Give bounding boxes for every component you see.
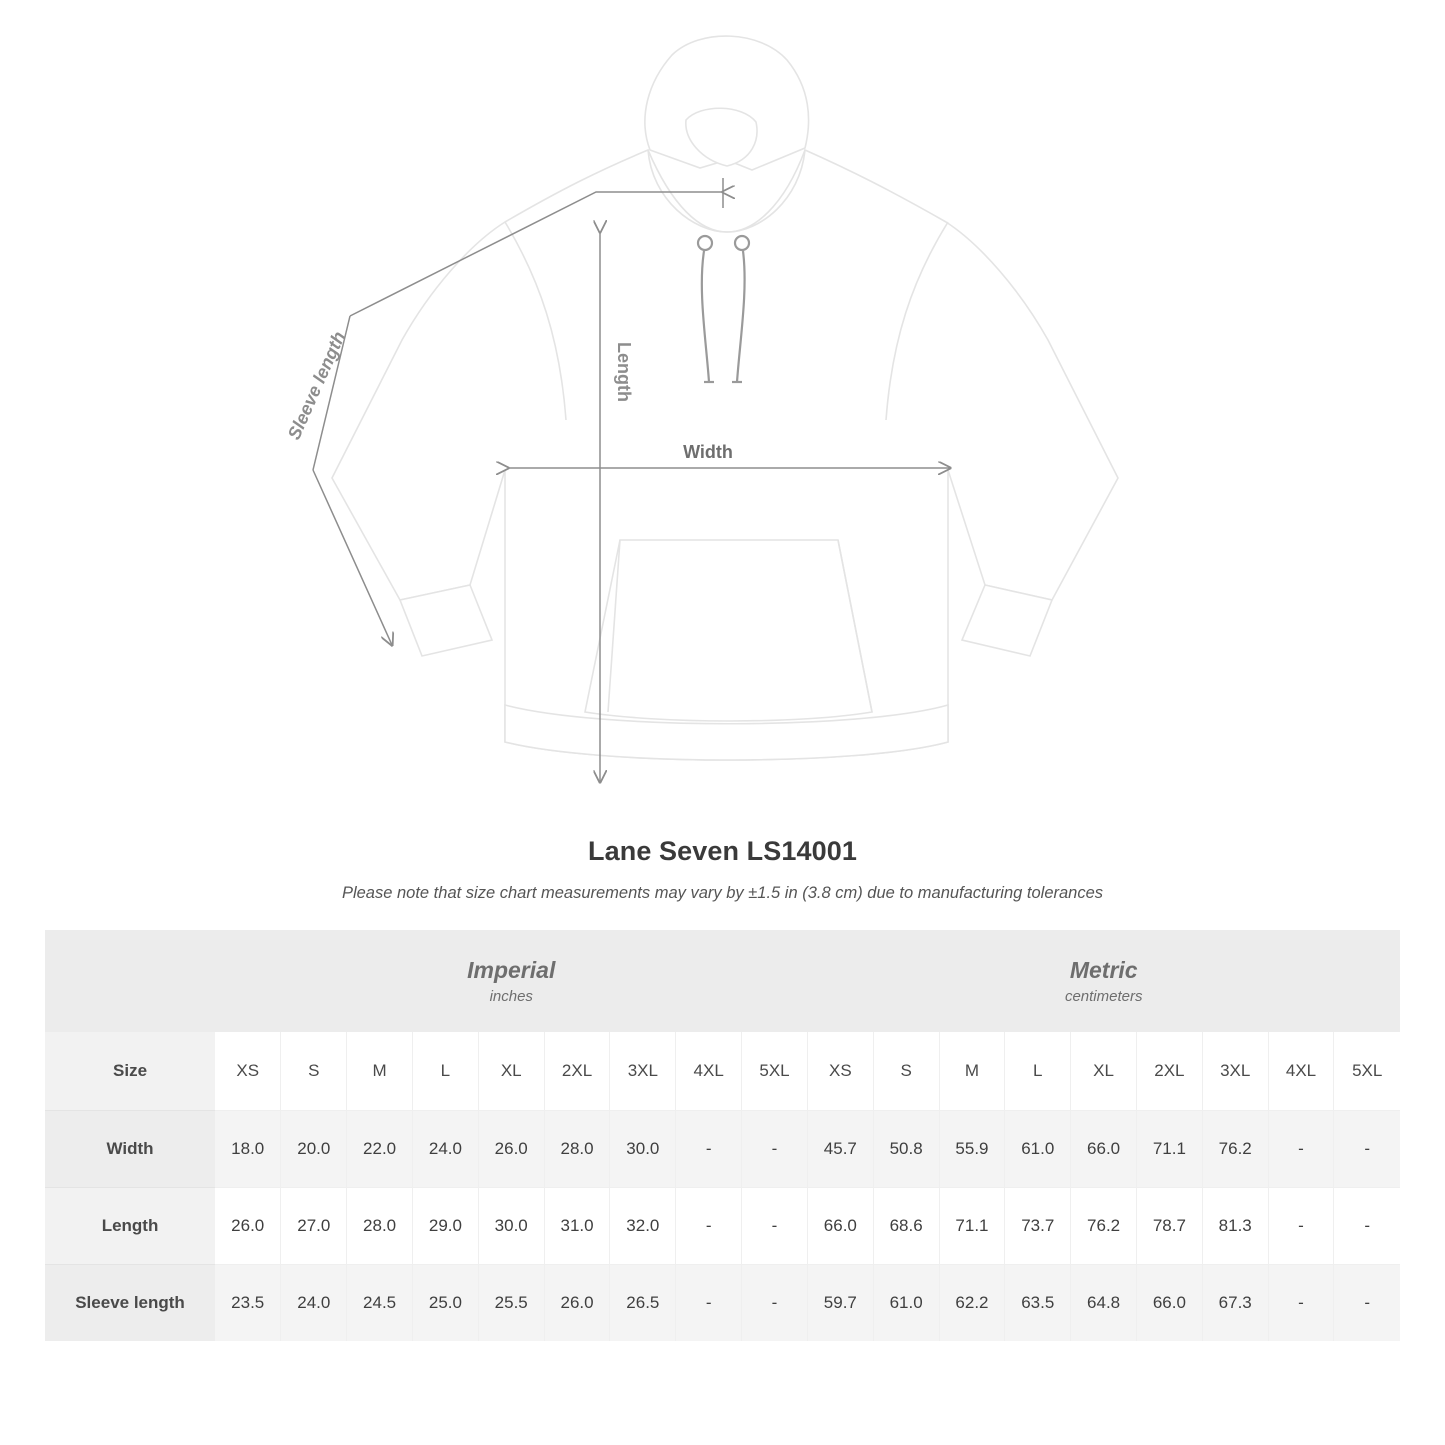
size-col-imperial-3xl: 3XL bbox=[610, 1032, 676, 1111]
cell-sleeve-imperial-s: 24.0 bbox=[281, 1265, 347, 1342]
cell-width-imperial-xl: 26.0 bbox=[478, 1111, 544, 1188]
size-col-metric-4xl: 4XL bbox=[1268, 1032, 1334, 1111]
cell-width-metric-3xl: 76.2 bbox=[1202, 1111, 1268, 1188]
size-col-metric-xs: XS bbox=[807, 1032, 873, 1111]
cell-length-imperial-2xl: 31.0 bbox=[544, 1188, 610, 1265]
cell-length-imperial-xs: 26.0 bbox=[215, 1188, 281, 1265]
cell-length-metric-l: 73.7 bbox=[1005, 1188, 1071, 1265]
cell-length-metric-4xl: - bbox=[1268, 1188, 1334, 1265]
unit-name-imperial: Imperial bbox=[467, 957, 556, 984]
cell-width-imperial-4xl: - bbox=[676, 1111, 742, 1188]
cell-sleeve-metric-5xl: - bbox=[1334, 1265, 1400, 1342]
size-table-wrapper bbox=[45, 930, 1400, 1341]
length-label: Length bbox=[614, 342, 634, 402]
cell-width-imperial-xs: 18.0 bbox=[215, 1111, 281, 1188]
cell-sleeve-imperial-m: 24.5 bbox=[347, 1265, 413, 1342]
cell-length-imperial-s: 27.0 bbox=[281, 1188, 347, 1265]
size-chart-table bbox=[45, 930, 1400, 1341]
size-col-imperial-2xl: 2XL bbox=[544, 1032, 610, 1111]
cell-sleeve-imperial-2xl: 26.0 bbox=[544, 1265, 610, 1342]
cell-length-metric-xl: 76.2 bbox=[1071, 1188, 1137, 1265]
size-col-metric-3xl: 3XL bbox=[1202, 1032, 1268, 1111]
size-col-metric-s: S bbox=[873, 1032, 939, 1111]
cell-sleeve-metric-xl: 64.8 bbox=[1071, 1265, 1137, 1342]
unit-name-metric: Metric bbox=[1069, 957, 1138, 984]
size-col-imperial-xl: XL bbox=[478, 1032, 544, 1111]
cell-length-imperial-m: 28.0 bbox=[347, 1188, 413, 1265]
cell-length-metric-s: 68.6 bbox=[873, 1188, 939, 1265]
row-label-sleeve-length: Sleeve length bbox=[45, 1265, 215, 1342]
size-col-metric-5xl: 5XL bbox=[1334, 1032, 1400, 1111]
hoodie-shape bbox=[332, 36, 1118, 760]
chart-header bbox=[0, 836, 1445, 903]
cell-width-metric-xs: 45.7 bbox=[807, 1111, 873, 1188]
cell-length-imperial-xl: 30.0 bbox=[478, 1188, 544, 1265]
cell-length-metric-3xl: 81.3 bbox=[1202, 1188, 1268, 1265]
cell-sleeve-metric-m: 62.2 bbox=[939, 1265, 1005, 1342]
cell-width-imperial-2xl: 28.0 bbox=[544, 1111, 610, 1188]
cell-width-metric-s: 50.8 bbox=[873, 1111, 939, 1188]
cell-sleeve-imperial-l: 25.0 bbox=[413, 1265, 479, 1342]
cell-sleeve-imperial-xl: 25.5 bbox=[478, 1265, 544, 1342]
cell-length-imperial-l: 29.0 bbox=[413, 1188, 479, 1265]
cell-sleeve-imperial-xs: 23.5 bbox=[215, 1265, 281, 1342]
cell-sleeve-metric-xs: 59.7 bbox=[807, 1265, 873, 1342]
size-col-metric-l: L bbox=[1005, 1032, 1071, 1111]
unit-sub-imperial: inches bbox=[489, 987, 533, 1005]
cell-length-imperial-5xl: - bbox=[742, 1188, 808, 1265]
cell-width-metric-2xl: 71.1 bbox=[1136, 1111, 1202, 1188]
unit-header-metric bbox=[807, 930, 1400, 1032]
width-label: Width bbox=[683, 442, 733, 462]
unit-header-imperial bbox=[215, 930, 807, 1032]
table-row bbox=[45, 1188, 1400, 1265]
cell-width-metric-5xl: - bbox=[1334, 1111, 1400, 1188]
size-col-imperial-5xl: 5XL bbox=[742, 1032, 808, 1111]
tolerance-note: Please note that size chart measurements may vary by ±1.5 in (3.8 cm) due to manufacturing tolerances bbox=[341, 884, 1104, 902]
cell-length-imperial-3xl: 32.0 bbox=[610, 1188, 676, 1265]
size-col-metric-m: M bbox=[939, 1032, 1005, 1111]
row-label-width: Width bbox=[45, 1111, 215, 1188]
table-row bbox=[45, 1111, 1400, 1188]
size-col-imperial-4xl: 4XL bbox=[676, 1032, 742, 1111]
cell-width-metric-xl: 66.0 bbox=[1071, 1111, 1137, 1188]
cell-width-imperial-s: 20.0 bbox=[281, 1111, 347, 1188]
size-col-metric-2xl: 2XL bbox=[1136, 1032, 1202, 1111]
size-col-imperial-m: M bbox=[347, 1032, 413, 1111]
row-label-length: Length bbox=[45, 1188, 215, 1265]
size-col-imperial-s: S bbox=[281, 1032, 347, 1111]
cell-width-metric-m: 55.9 bbox=[939, 1111, 1005, 1188]
cell-sleeve-metric-s: 61.0 bbox=[873, 1265, 939, 1342]
cell-length-imperial-4xl: - bbox=[676, 1188, 742, 1265]
page-title: Lane Seven LS14001 bbox=[588, 836, 857, 866]
cell-width-metric-4xl: - bbox=[1268, 1111, 1334, 1188]
cell-sleeve-imperial-4xl: - bbox=[676, 1265, 742, 1342]
size-col-imperial-l: L bbox=[413, 1032, 479, 1111]
sleeve-length-label: Sleeve length bbox=[283, 328, 350, 443]
cell-width-metric-l: 61.0 bbox=[1005, 1111, 1071, 1188]
cell-length-metric-m: 71.1 bbox=[939, 1188, 1005, 1265]
cell-width-imperial-3xl: 30.0 bbox=[610, 1111, 676, 1188]
cell-length-metric-xs: 66.0 bbox=[807, 1188, 873, 1265]
size-label-cell: Size bbox=[45, 1032, 215, 1111]
cell-width-imperial-l: 24.0 bbox=[413, 1111, 479, 1188]
cell-sleeve-metric-3xl: 67.3 bbox=[1202, 1265, 1268, 1342]
cell-length-metric-5xl: - bbox=[1334, 1188, 1400, 1265]
unit-header-row bbox=[45, 930, 1400, 1032]
size-col-imperial-xs: XS bbox=[215, 1032, 281, 1111]
cell-width-imperial-m: 22.0 bbox=[347, 1111, 413, 1188]
unit-header-spacer bbox=[45, 930, 215, 1032]
cell-width-imperial-5xl: - bbox=[742, 1111, 808, 1188]
unit-sub-metric: centimeters bbox=[1064, 987, 1143, 1005]
cell-length-metric-2xl: 78.7 bbox=[1136, 1188, 1202, 1265]
cell-sleeve-metric-2xl: 66.0 bbox=[1136, 1265, 1202, 1342]
size-header-row bbox=[45, 1032, 1400, 1111]
size-col-metric-xl: XL bbox=[1071, 1032, 1137, 1111]
cell-sleeve-metric-4xl: - bbox=[1268, 1265, 1334, 1342]
table-row bbox=[45, 1265, 1400, 1342]
cell-sleeve-imperial-3xl: 26.5 bbox=[610, 1265, 676, 1342]
cell-sleeve-imperial-5xl: - bbox=[742, 1265, 808, 1342]
cell-sleeve-metric-l: 63.5 bbox=[1005, 1265, 1071, 1342]
